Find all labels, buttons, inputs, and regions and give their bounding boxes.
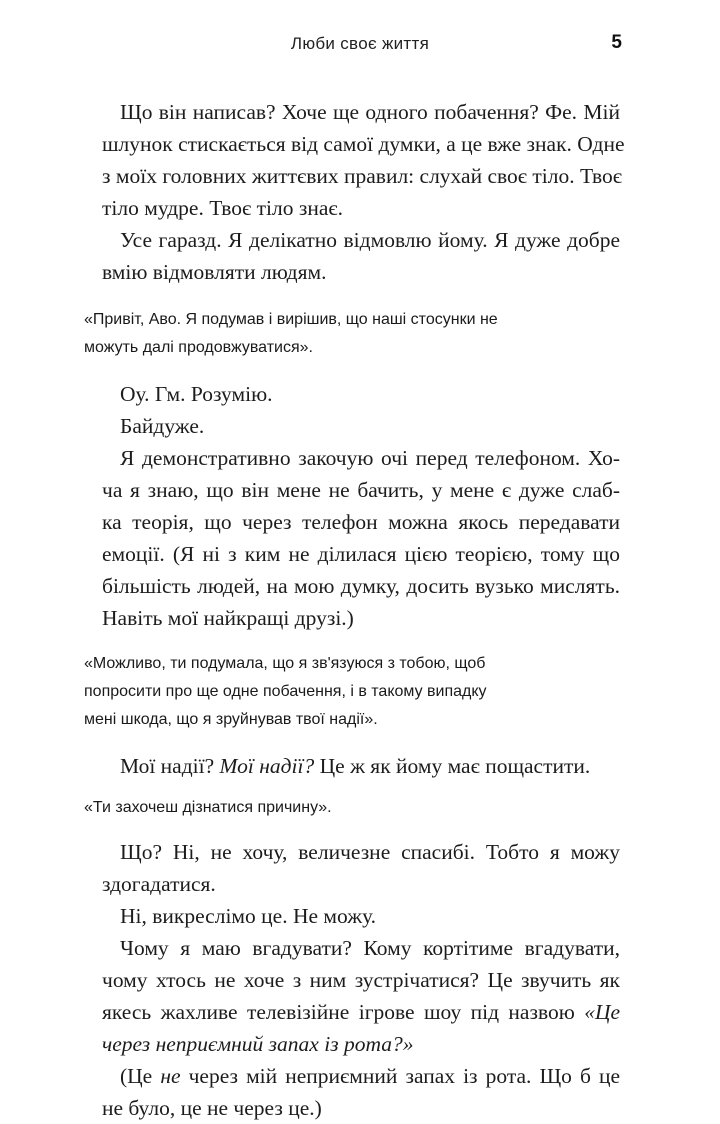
paragraph-7 xyxy=(84,836,620,900)
paragraph-2 xyxy=(84,224,620,288)
message-line: «Привіт, Аво. Я подумав і вирішив, що наші стосунки не xyxy=(84,311,498,328)
message-line: «Можливо, ти подумала, що я зв'язуюся з тобою, щоб xyxy=(84,655,486,672)
text-line: Що він написав? Хоче ще одного побачення? Фе. Мій xyxy=(120,100,620,124)
text-line: Що? Ні, не хочу, величезне спасибі. Тобто я можу xyxy=(120,840,620,864)
text-line: ка теорія, що через телефон можна якось передавати xyxy=(102,510,620,534)
message-line: мені шкода, що я зруйнував твої надії». xyxy=(84,711,378,728)
text-line: Оу. Гм. Розумію. xyxy=(120,382,273,406)
message-line: «Ти захочеш дізнатися причину». xyxy=(84,799,332,816)
paragraph-8 xyxy=(84,900,620,932)
text-run: якесь жахливе телевізійне ігрове шоу під назвою xyxy=(102,1000,575,1024)
text-line: вмію відмовляти людям. xyxy=(102,260,327,284)
text-line: здогадатися. xyxy=(102,872,216,896)
text-line: Чому я маю вгадувати? Кому кортітиме вгадувати, xyxy=(120,936,620,960)
paragraph-6 xyxy=(84,750,620,782)
italic-run: Мої надії? xyxy=(219,754,315,778)
running-title: Люби своє життя xyxy=(290,34,430,53)
text-line xyxy=(84,1028,620,1060)
text-line: Усе гаразд. Я делікатно відмовлю йому. Я дуже добре xyxy=(120,228,620,252)
paragraph-10 xyxy=(84,1060,620,1124)
message-quote-1 xyxy=(84,306,620,362)
message-line: попросити про ще одне побачення, і в такому випадку xyxy=(84,683,487,700)
text-run: Це ж як йому має пощастити. xyxy=(319,754,591,778)
paragraph-4 xyxy=(84,410,620,442)
text-line: ча я знаю, що він мене не бачить, у мене є дуже слаб- xyxy=(102,478,620,502)
paragraph-1 xyxy=(84,96,625,224)
text-line: чому хтось не хоче з ним зустрічатися? Це звучить як xyxy=(102,968,620,992)
paragraph-9 xyxy=(84,932,620,1060)
text-line: Навіть мої найкращі друзі.) xyxy=(102,606,354,630)
text-run: Мої надії? xyxy=(120,754,215,778)
italic-run: через неприємний запах із рота?» xyxy=(102,1032,414,1056)
page-body xyxy=(84,96,625,1124)
text-line: Я демонстративно закочую очі перед телефоном. Хо- xyxy=(120,446,620,470)
message-quote-3 xyxy=(84,794,620,822)
text-line: більшість людей, на мою думку, досить вузько мислять. xyxy=(102,574,620,598)
message-quote-2 xyxy=(84,650,620,734)
message-line: можуть далі продовжуватися». xyxy=(84,339,313,356)
text-line: Байдуже. xyxy=(120,414,205,438)
text-line: тіло мудре. Твоє тіло знає. xyxy=(102,196,343,220)
italic-run: не xyxy=(160,1064,181,1088)
text-line: з моїх головних життєвих правил: слухай своє тіло. Твоє xyxy=(102,164,622,188)
italic-run: «Це xyxy=(584,1000,621,1024)
text-line: не було, це не через це.) xyxy=(102,1096,322,1120)
page-number: 5 xyxy=(611,32,622,53)
text-line: шлунок стискається від самої думки, а це вже знак. Одне xyxy=(102,132,625,156)
text-run: через мій неприємний запах із рота. Що б це xyxy=(188,1064,621,1088)
text-line xyxy=(84,750,620,782)
text-line xyxy=(84,996,620,1028)
text-line xyxy=(84,1060,620,1092)
text-run: (Це xyxy=(120,1064,153,1088)
paragraph-5 xyxy=(84,442,620,634)
text-line: Ні, викреслімо це. Не можу. xyxy=(120,904,377,928)
text-line: емоції. (Я ні з ким не ділилася цією теорією, тому що xyxy=(102,542,620,566)
paragraph-3 xyxy=(84,378,620,410)
